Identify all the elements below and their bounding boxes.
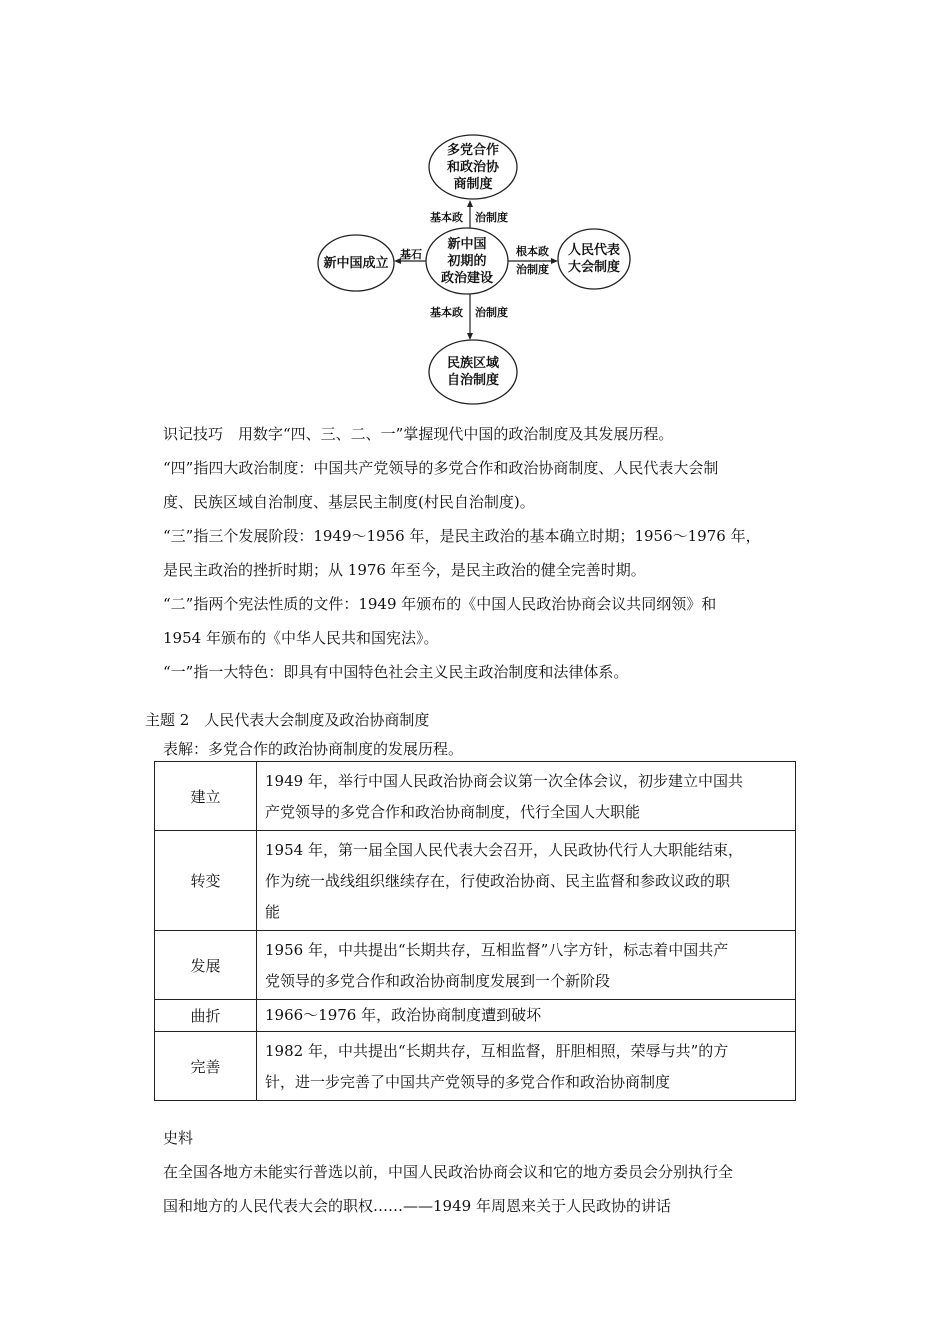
arrowhead-up — [467, 200, 473, 207]
top-node-text: 多党合作 和政治协 商制度 — [446, 142, 499, 192]
bottom-edge-label-b: 治制度 — [475, 306, 508, 319]
detail-cell — [257, 831, 796, 931]
table-caption: 表解：多党合作的政治协商制度的发展历程。 — [163, 740, 464, 758]
source-line-2: 国和地方的人民代表大会的职权……——1949 年周恩来关于人民政协的讲话 — [163, 1197, 671, 1215]
detail-cell — [257, 931, 796, 1000]
source-line-1: 在全国各地方未能实行普选以前，中国人民政治协商会议和它的地方委员会分别执行全 — [163, 1163, 734, 1181]
development-table — [154, 761, 796, 1101]
detail-line: 1954 年，第一届全国人民代表大会召开，人民政协代行人大职能结束， — [265, 841, 743, 859]
tips-line-6: “二”指两个宪法性质的文件：1949 年颁布的《中国人民政治协商会议共同纲领》和 — [163, 595, 717, 613]
tips-line-7: 1954 年颁布的《中华人民共和国宪法》。 — [163, 629, 439, 647]
bottom-node-text: 民族区域 自治制度 — [446, 356, 499, 388]
arrowhead-down — [467, 333, 473, 340]
right-node-text: 人民代表 大会制度 — [567, 243, 620, 275]
arrowhead-right — [551, 258, 558, 264]
tips-line-2: “四”指四大政治制度：中国共产党领导的多党合作和政治协商制度、人民代表大会制 — [163, 459, 719, 477]
table-row — [155, 931, 796, 1000]
detail-line: 党领导的多党合作和政治协商制度发展到一个新阶段 — [265, 972, 611, 990]
detail-cell — [257, 1000, 796, 1032]
right-edge-label-a: 根本政 — [516, 245, 549, 258]
detail-cell — [257, 762, 796, 831]
tips-line-5: 是民主政治的挫折时期；从 1976 年至今，是民主政治的健全完善时期。 — [163, 561, 646, 579]
detail-line: 能 — [265, 903, 281, 921]
tips-line-3: 度、民族区域自治制度、基层民主制度(村民自治制度)。 — [163, 493, 535, 511]
tips-line-1: 识记技巧 用数字“四、三、二、一”掌握现代中国的政治制度及其发展历程。 — [163, 425, 674, 443]
right-edge-label-b: 治制度 — [516, 263, 549, 276]
top-edge-label-b: 治制度 — [475, 211, 508, 224]
bottom-edge-label-a: 基本政 — [430, 306, 463, 319]
center-node-text: 新中国 初期的 政治建设 — [440, 236, 493, 286]
stage-cell: 发展 — [155, 931, 257, 1000]
stage-cell: 转变 — [155, 831, 257, 931]
table-row — [155, 1000, 796, 1032]
topic-title: 主题 2 人民代表大会制度及政治协商制度 — [145, 711, 430, 729]
stage-cell: 建立 — [155, 762, 257, 831]
detail-line: 1956 年，中共提出“长期共存，互相监督”八字方针，标志着中国共产 — [265, 941, 729, 959]
stage-cell: 曲折 — [155, 1000, 257, 1032]
detail-line: 1949 年，举行中国人民政治协商会议第一次全体会议，初步建立中国共 — [265, 772, 743, 790]
detail-line: 1982 年，中共提出“长期共存，互相监督，肝胆相照，荣辱与共”的方 — [265, 1042, 729, 1060]
detail-line: 作为统一战线组织继续存在，行使政治协商、民主监督和参政议政的职 — [265, 872, 731, 890]
table-row — [155, 1032, 796, 1101]
tips-line-4: “三”指三个发展阶段：1949～1956 年，是民主政治的基本确立时期；1956～1976 年， — [163, 527, 761, 545]
table-row — [155, 831, 796, 931]
tips-line-8: “一”指一大特色：即具有中国特色社会主义民主政治制度和法律体系。 — [163, 663, 629, 681]
detail-line: 产党领导的多党合作和政治协商制度，代行全国人大职能 — [265, 803, 641, 821]
table-row — [155, 762, 796, 831]
left-node-text: 新中国成立 — [323, 255, 389, 271]
political-system-diagram — [300, 125, 660, 410]
detail-line: 1966～1976 年，政治协商制度遭到破坏 — [265, 1006, 542, 1024]
source-label: 史料 — [163, 1129, 194, 1147]
stage-cell: 完善 — [155, 1032, 257, 1101]
detail-cell — [257, 1032, 796, 1101]
top-edge-label-a: 基本政 — [430, 211, 463, 224]
left-edge-label: 基石 — [400, 248, 422, 261]
detail-line: 针，进一步完善了中国共产党领导的多党合作和政治协商制度 — [265, 1073, 671, 1091]
